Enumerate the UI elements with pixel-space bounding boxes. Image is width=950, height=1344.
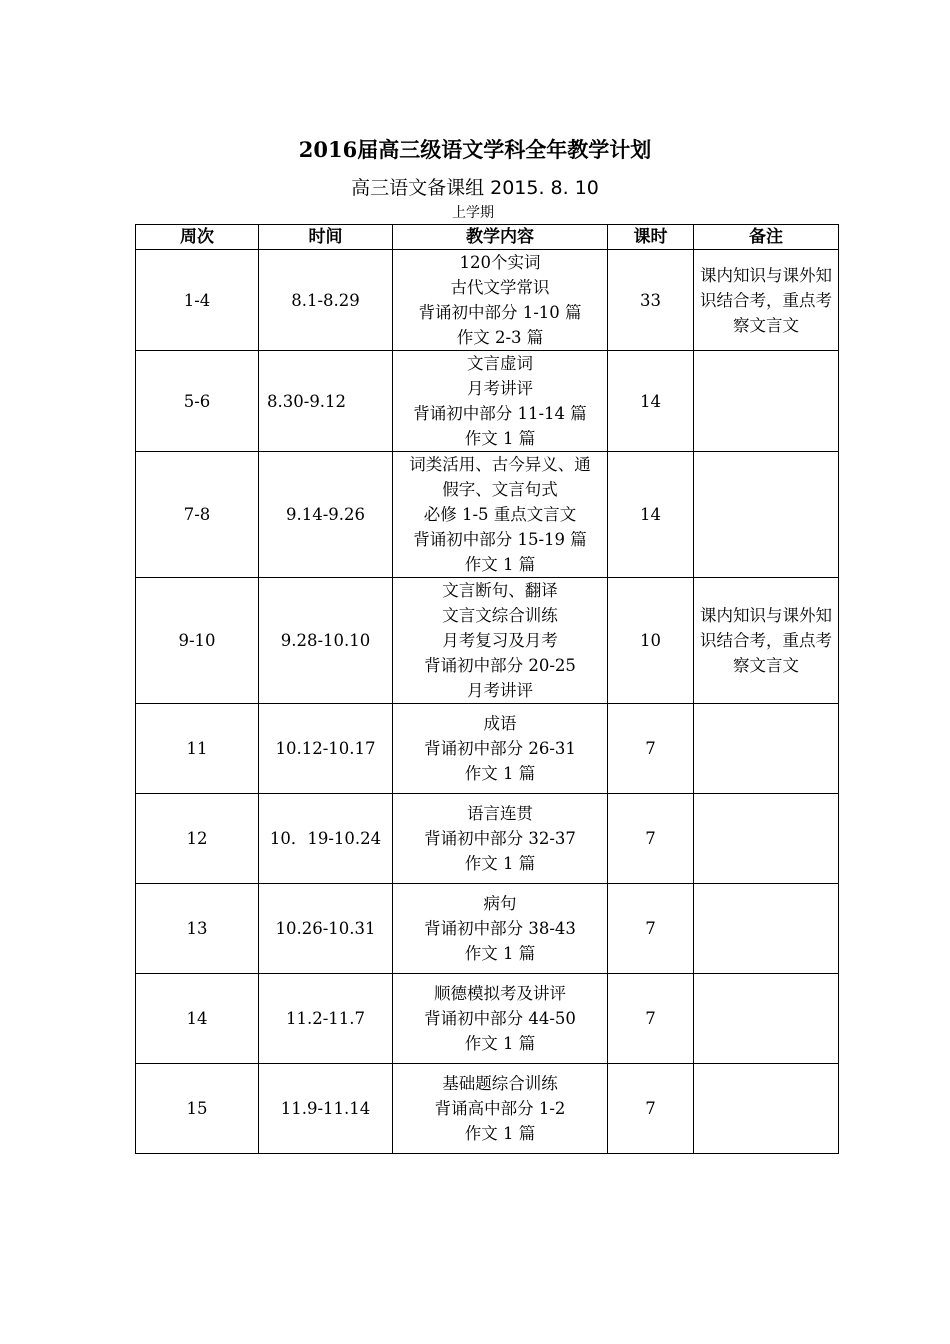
hours-cell: 7 [608,974,694,1064]
content-cell [393,250,608,351]
header-hours: 课时 [608,225,694,250]
hours-cell: 7 [608,884,694,974]
content-line: 古代文学常识 [450,278,550,297]
table-row [136,452,839,578]
hours-cell: 14 [608,452,694,578]
hours-cell: 33 [608,250,694,351]
content-line: 作文 1 篇 [464,1034,536,1053]
content-line: 背诵初中部分 1-10 篇 [418,303,582,322]
table-row [136,1064,839,1154]
time-cell: 11.2-11.7 [259,974,393,1064]
content-line: 成语 [483,714,517,733]
week-cell: 9-10 [136,578,259,704]
content-line: 作文 1 篇 [464,429,536,448]
content-line: 背诵初中部分 11-14 篇 [413,404,587,423]
notes-cell: 课内知识与课外知识结合考，重点考察文言文 [694,578,839,704]
content-cell [393,704,608,794]
content-line: 文言文综合训练 [442,606,558,625]
content-line: 作文 1 篇 [464,854,536,873]
table-row [136,794,839,884]
content-line: 作文 2-3 篇 [456,328,544,347]
content-line: 背诵初中部分 20-25 [424,656,576,675]
notes-cell: 课内知识与课外知识结合考，重点考察文言文 [694,250,839,351]
week-cell: 12 [136,794,259,884]
content-line: 月考讲评 [467,379,533,398]
header-content: 教学内容 [393,225,608,250]
time-cell: 8.1-8.29 [259,250,393,351]
week-cell: 14 [136,974,259,1064]
notes-cell [694,452,839,578]
time-cell: 11.9-11.14 [259,1064,393,1154]
content-line: 月考讲评 [467,681,533,700]
content-line: 作文 1 篇 [464,1124,536,1143]
header-notes: 备注 [694,225,839,250]
table-row [136,250,839,351]
notes-cell [694,794,839,884]
content-line: 假字、文言句式 [442,480,558,499]
week-cell: 13 [136,884,259,974]
time-cell: 9.14-9.26 [259,452,393,578]
week-cell: 11 [136,704,259,794]
content-cell [393,884,608,974]
table-body [136,250,839,1154]
semester-label: 上学期 [452,205,494,221]
table-row [136,351,839,452]
content-cell [393,452,608,578]
content-line: 背诵初中部分 15-19 篇 [413,530,587,549]
week-cell: 15 [136,1064,259,1154]
content-line: 语言连贯 [467,804,533,823]
notes-cell [694,884,839,974]
hours-cell: 10 [608,578,694,704]
content-line: 文言断句、翻译 [442,581,558,600]
content-line: 作文 1 篇 [464,555,536,574]
hours-cell: 7 [608,794,694,884]
content-line: 必修 1-5 重点文言文 [423,505,577,524]
table-row [136,704,839,794]
content-line: 病句 [483,894,517,913]
hours-cell: 7 [608,1064,694,1154]
content-line: 背诵初中部分 26-31 [424,739,576,758]
time-cell: 9.28-10.10 [259,578,393,704]
content-line: 月考复习及月考 [442,631,558,650]
notes-cell [694,1064,839,1154]
content-line: 背诵高中部分 1-2 [434,1099,566,1118]
table-row [136,884,839,974]
notes-cell [694,974,839,1064]
content-line: 背诵初中部分 38-43 [424,919,576,938]
notes-cell [694,351,839,452]
content-cell [393,794,608,884]
content-line: 词类活用、古今异义、通 [409,455,591,474]
content-line: 文言虚词 [467,354,533,373]
hours-cell: 14 [608,351,694,452]
content-line: 120个实词 [459,253,541,272]
content-cell [393,578,608,704]
content-cell [393,1064,608,1154]
time-cell: 10.26-10.31 [259,884,393,974]
content-line: 背诵初中部分 32-37 [424,829,576,848]
content-line: 作文 1 篇 [464,764,536,783]
document-title: 2016届高三级语文学科全年教学计划 [298,137,652,162]
week-cell: 7-8 [136,452,259,578]
content-cell [393,974,608,1064]
header-time: 时间 [259,225,393,250]
document-subtitle: 高三语文备课组 2015. 8. 10 [351,177,599,199]
hours-cell: 7 [608,704,694,794]
time-cell: 10.12-10.17 [259,704,393,794]
time-cell: 10．19-10.24 [259,794,393,884]
content-line: 基础题综合训练 [442,1074,558,1093]
week-cell: 5-6 [136,351,259,452]
table-row [136,974,839,1064]
content-line: 作文 1 篇 [464,944,536,963]
time-cell: 8.30-9.12 [259,351,393,452]
header-week: 周次 [136,225,259,250]
content-line: 顺德模拟考及讲评 [434,984,566,1003]
notes-cell [694,704,839,794]
content-cell [393,351,608,452]
teaching-plan-table [135,224,839,1154]
week-cell: 1-4 [136,250,259,351]
table-row [136,578,839,704]
table-header-row [136,225,839,250]
content-line: 背诵初中部分 44-50 [424,1009,576,1028]
